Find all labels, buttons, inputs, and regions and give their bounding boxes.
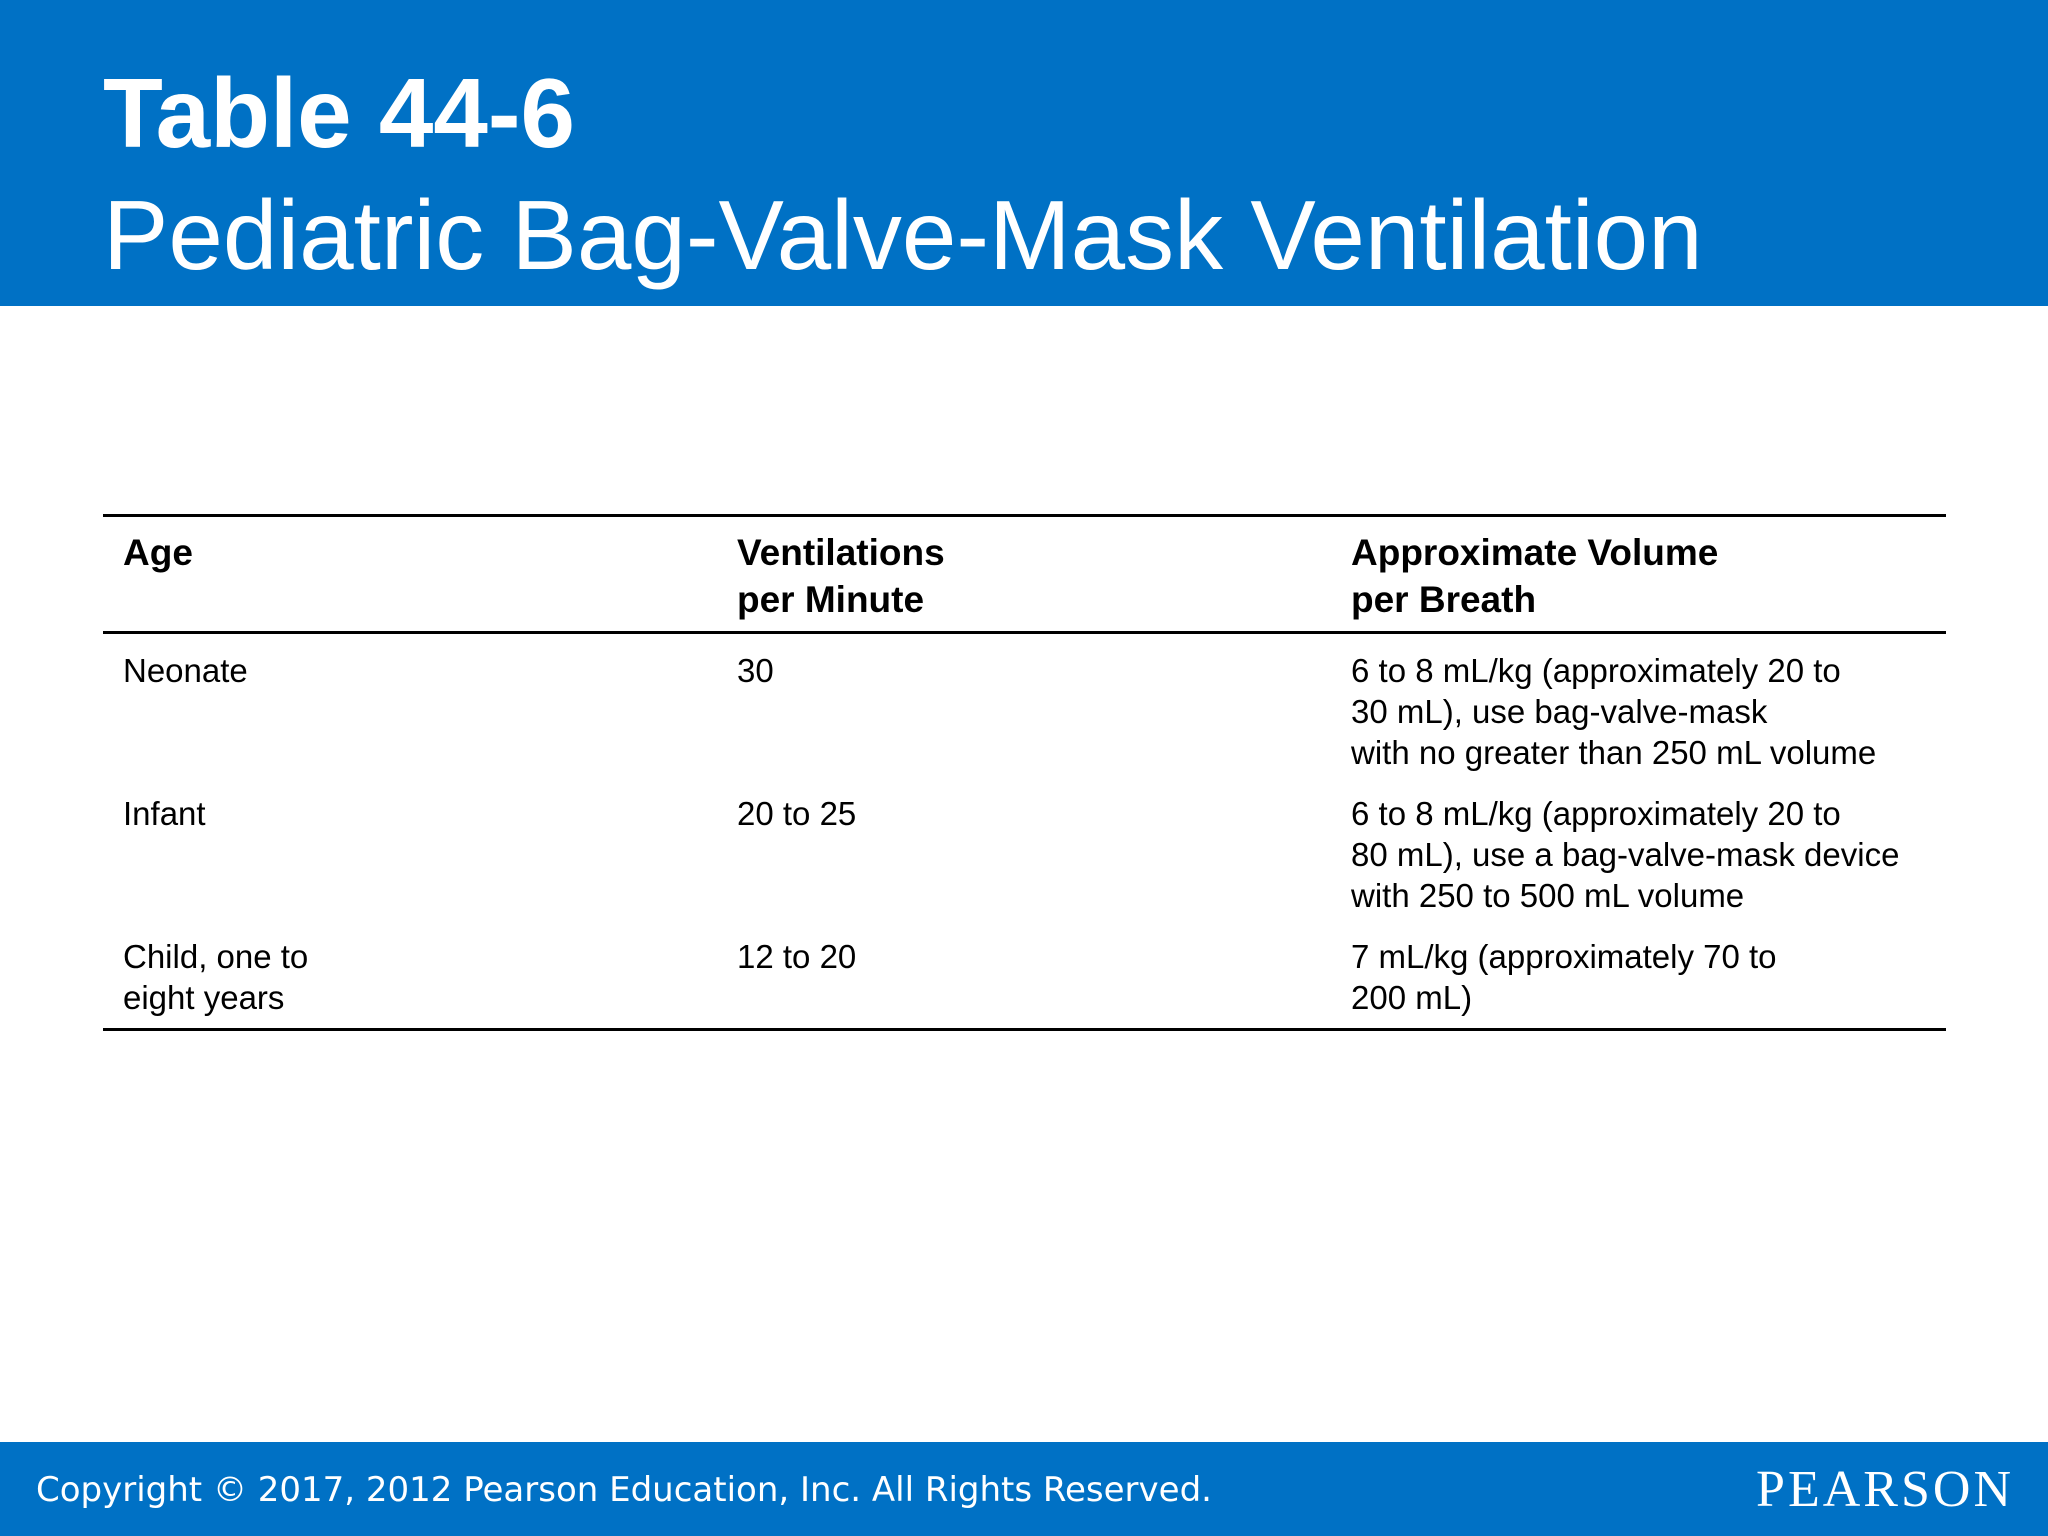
cell-ventilations [717,783,1331,926]
slide-title: Table 44-6 [103,58,576,168]
ventilation-table [103,514,1946,1031]
cell-line: 6 to 8 mL/kg (approximately 20 to [1351,652,1841,689]
header-line: per Breath [1351,579,1537,620]
cell-line: Child, one to [123,938,309,975]
cell-volume [1331,783,1946,926]
cell-age [103,926,717,1030]
cell-line: 200 mL) [1351,979,1473,1016]
header-line: per Minute [737,579,925,620]
cell-line: 20 to 25 [737,795,857,832]
column-header-ventilations [717,516,1331,633]
slide-subtitle: Pediatric Bag-Valve-Mask Ventilation [103,180,1703,290]
cell-line: Neonate [123,652,248,689]
header-line: Approximate Volume [1351,532,1719,573]
cell-ventilations [717,633,1331,784]
cell-ventilations [717,926,1331,1030]
copyright-text: Copyright © 2017, 2012 Pearson Education, Inc. All Rights Reserved. [36,1470,1212,1510]
table-row-infant [103,783,1946,926]
cell-line: Infant [123,795,206,832]
footer-bar [0,1442,2048,1536]
header-line: Ventilations [737,532,945,573]
cell-line: eight years [123,979,285,1016]
ventilation-table-container [103,514,1946,1031]
cell-line: 80 mL), use a bag-valve-mask device [1351,836,1900,873]
title-banner [0,0,2048,306]
cell-age [103,633,717,784]
table-row-neonate [103,633,1946,784]
column-header-volume [1331,516,1946,633]
column-header-age [103,516,717,633]
header-line: Age [123,532,193,573]
cell-line: with 250 to 500 mL volume [1351,877,1745,914]
table-header-row [103,516,1946,633]
cell-line: 6 to 8 mL/kg (approximately 20 to [1351,795,1841,832]
cell-line: 30 [737,652,774,689]
cell-volume [1331,633,1946,784]
cell-line: 7 mL/kg (approximately 70 to [1351,938,1777,975]
cell-volume [1331,926,1946,1030]
pearson-logo: PEARSON [1756,1461,2014,1518]
cell-line: 30 mL), use bag-valve-mask [1351,693,1768,730]
cell-line: 12 to 20 [737,938,857,975]
table-row-child [103,926,1946,1030]
cell-age [103,783,717,926]
cell-line: with no greater than 250 mL volume [1351,734,1877,771]
